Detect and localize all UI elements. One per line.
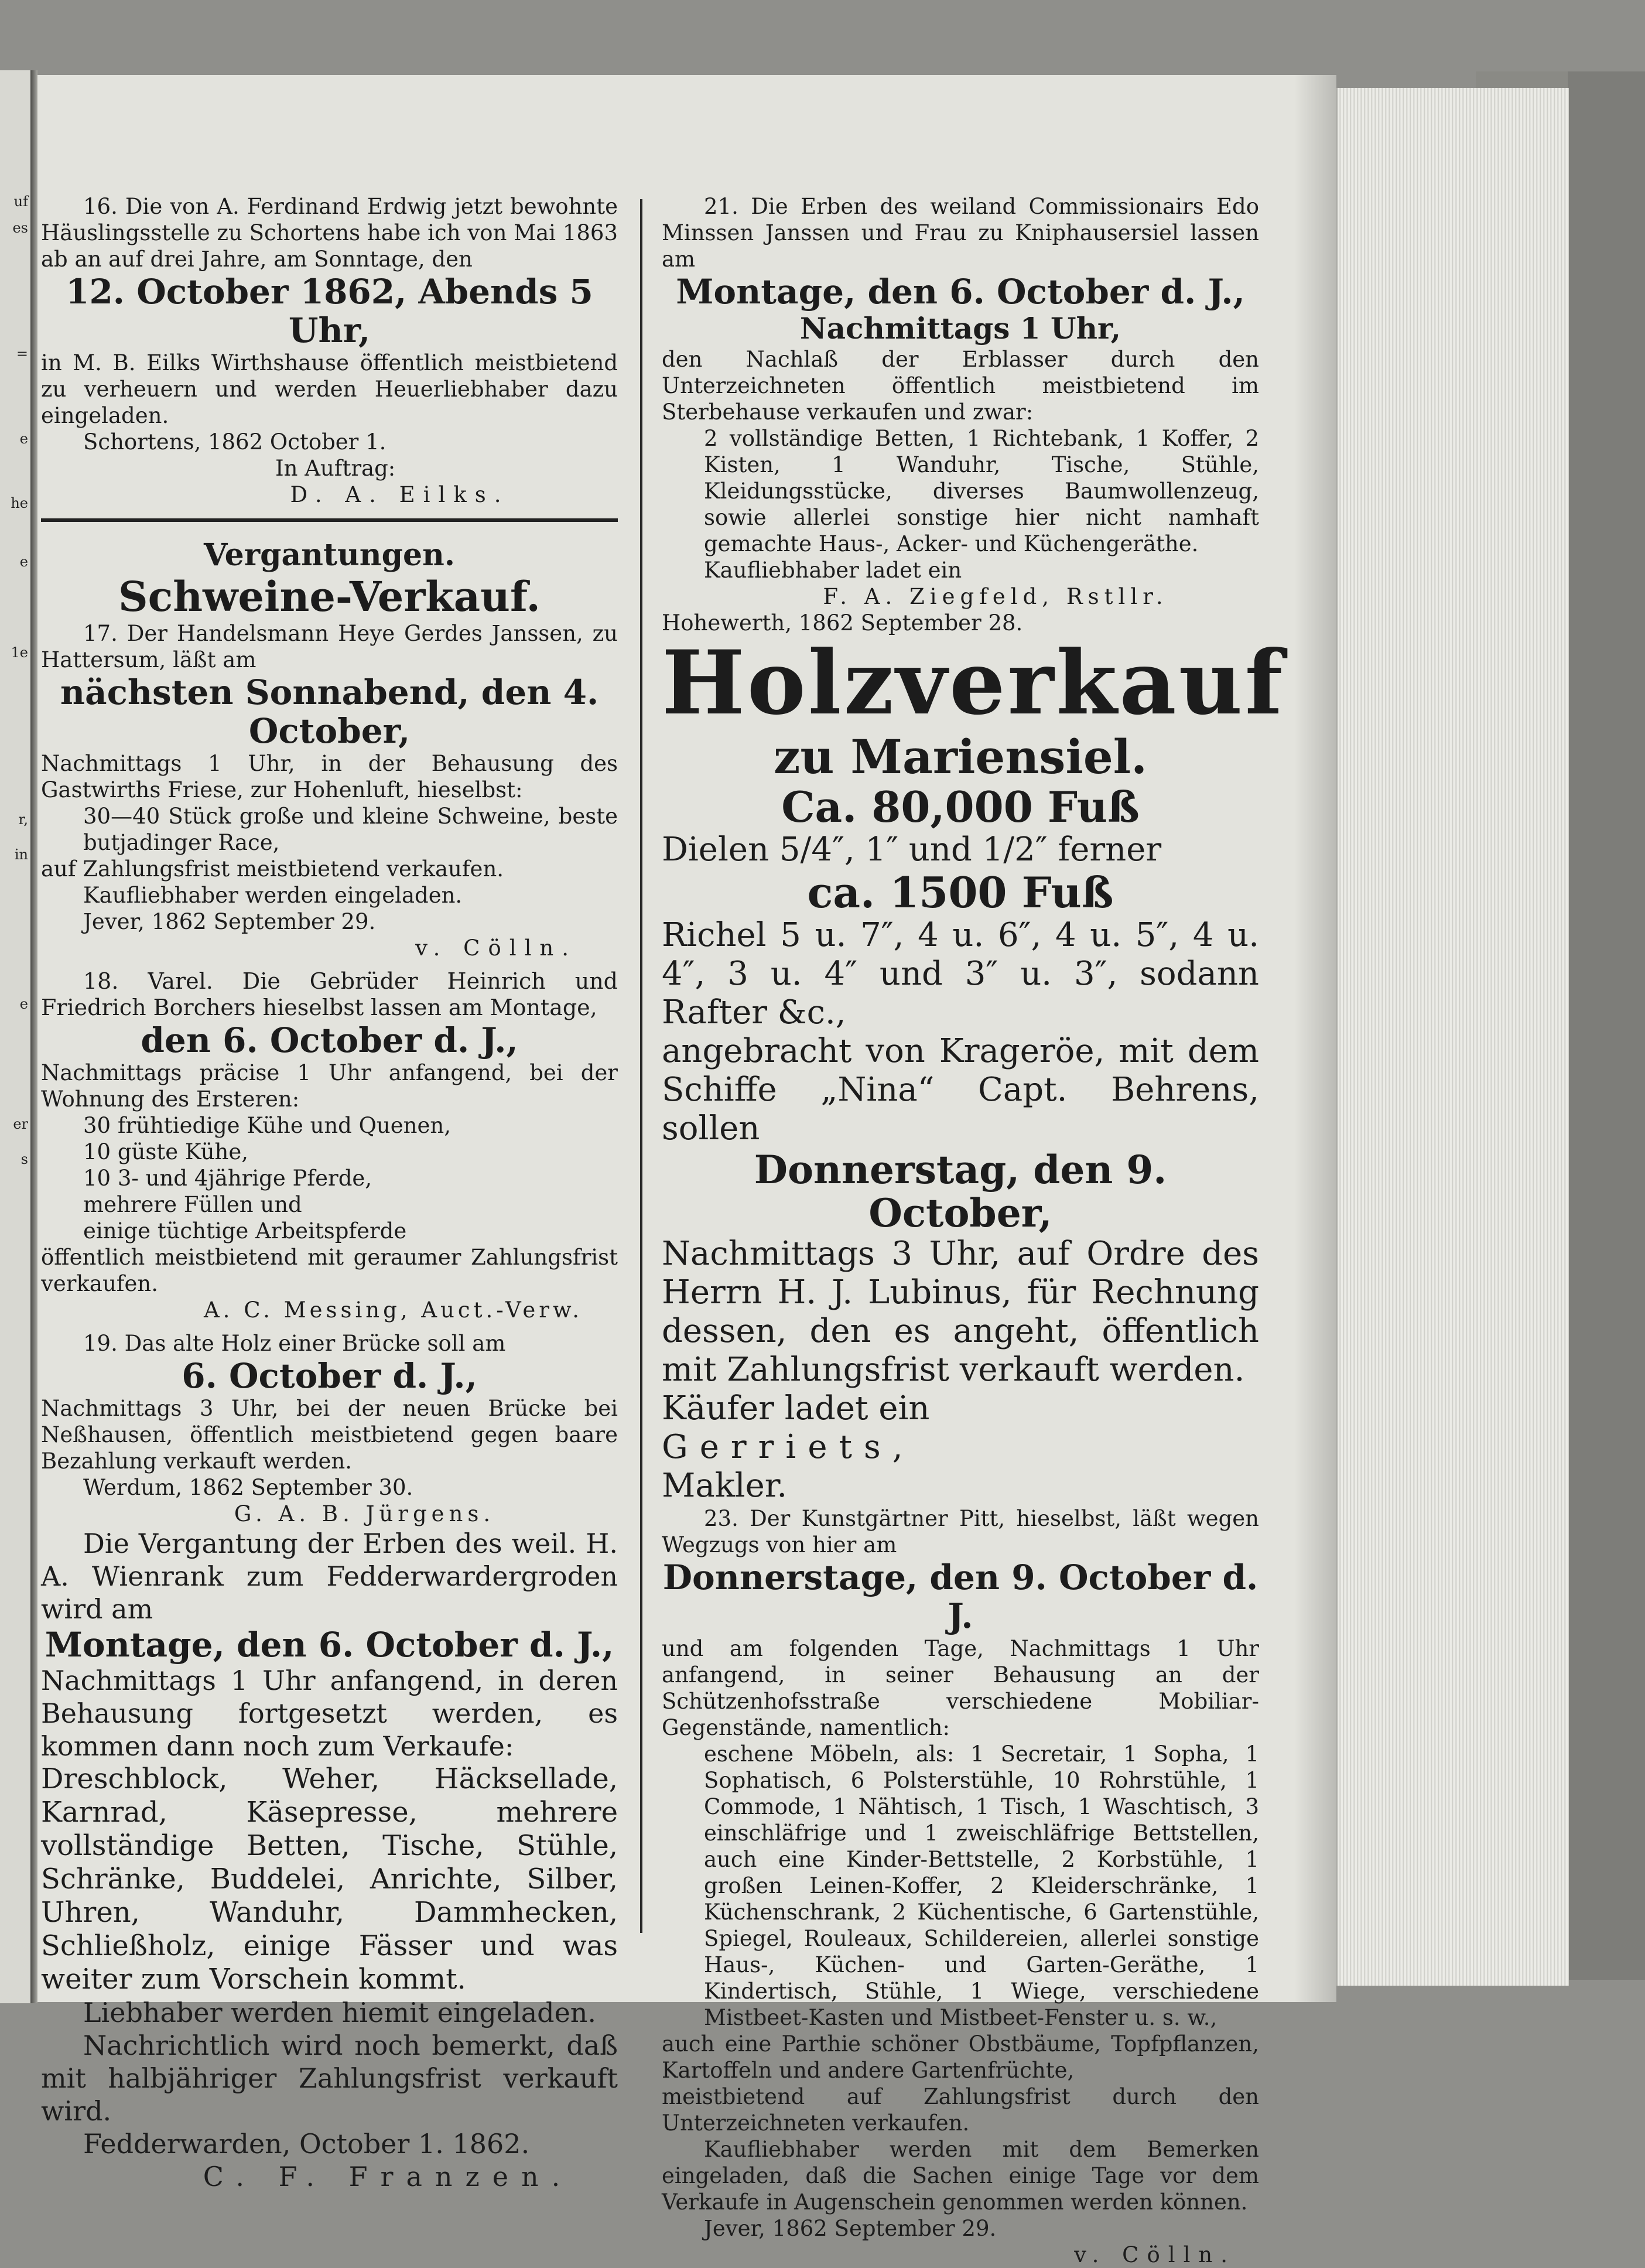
ad-23-place: Jever, 1862 September 29.: [704, 2216, 997, 2241]
section-title: Vergantungen.: [204, 537, 455, 573]
edge-text: uf: [13, 193, 28, 210]
section-rule: [41, 518, 618, 522]
ad-16: [41, 193, 618, 508]
ad-21-items: 2 vollständige Betten, 1 Richtebank, 1 Koffer, 2 Kisten, 1 Wanduhr, Tische, Stühle, Kleidungsstücke, diverses Baumwollenzeug, sowie allerlei sonstige hier nicht namhaft gemachte Haus-, Acker- und Küchengeräthe.: [704, 426, 1259, 556]
ad-20-place: Fedderwarden, October 1. 1862.: [83, 2128, 530, 2160]
ad-18-text-3: öffentlich meistbietend mit geraumer Zahlungsfrist verkaufen.: [41, 1245, 618, 1296]
left-page-edge: [0, 70, 32, 2003]
ad-21-text: 21. Die Erben des weiland Commissionairs Edo Minssen Janssen und Frau zu Kniphausersiel lassen am: [662, 194, 1259, 272]
holzverkauf-date: Donnerstag, den 9. October,: [754, 1147, 1167, 1236]
ad-17-text-3: auf Zahlungsfrist meistbietend verkaufen.: [41, 856, 504, 882]
edge-text: e: [19, 554, 28, 570]
ad-20: [41, 1527, 618, 2193]
ad-21-signer: F. A. Ziegfeld, Rstllr.: [823, 584, 1168, 609]
holzverkauf-quantity-2: ca. 1500 Fuß: [807, 867, 1114, 917]
ad-18-signer: A. C. Messing, Auct.-Verw.: [203, 1297, 583, 1323]
book-gutter: [30, 70, 37, 2003]
ad-19-text-2: Nachmittags 3 Uhr, bei der neuen Brücke bei Neßhausen, öffentlich meistbietend gegen baare Bezahlung verkauft werden.: [41, 1396, 618, 1474]
ad-18: [41, 968, 618, 1323]
holzverkauf-line: Dielen 5/4″, 1″ und 1/2″ ferner: [662, 831, 1162, 869]
ad-20-signer: C. F. Franzen.: [203, 2161, 573, 2192]
ad-20-invite: Liebhaber werden hiemit eingeladen.: [83, 1997, 597, 2028]
edge-text: r,: [18, 811, 28, 828]
ad-20-date: Montage, den 6. October d. J.,: [45, 1625, 614, 1665]
ad-20-text-2: Nachmittags 1 Uhr anfangend, in deren Behausung fortgesetzt werden, es kommen dann noch zum Verkaufe:: [41, 1665, 618, 1762]
right-column: [662, 193, 1285, 2268]
edge-text: e: [19, 996, 28, 1012]
holzverkauf-title: Holzverkauf: [662, 631, 1285, 735]
edge-text: in: [14, 846, 28, 863]
page-shadow: [1294, 75, 1336, 2002]
ad-23-text: 23. Der Kunstgärtner Pitt, hieselbst, läßt wegen Wegzugs von hier am: [662, 1506, 1259, 1557]
ad-18-item: 10 güste Kühe,: [83, 1139, 249, 1164]
page-stack: [1336, 88, 1569, 1986]
ad-19-signer: G. A. B. Jürgens.: [234, 1501, 495, 1526]
ad-23: [662, 1505, 1259, 2268]
holzverkauf-invite: Käufer ladet ein: [662, 1389, 930, 1427]
ad-21-date: Montage, den 6. October d. J.,: [676, 272, 1245, 312]
schweine-title: Schweine-Verkauf.: [118, 572, 541, 621]
ad-16-date: 12. October 1862, Abends 5 Uhr,: [66, 272, 593, 350]
ad-17-date: nächsten Sonnabend, den 4. October,: [60, 672, 599, 751]
ad-20-items: Dreschblock, Weher, Häcksellade, Karnrad, Käsepresse, mehrere vollständige Betten, Tische, Stühle, Schränke, Buddelei, Anrichte, Silber, Uhren, Wanduhr, Dammhecken, Schließholz, einige Fässer und was weiter zum Vorschein kommt.: [41, 1763, 618, 1996]
column-rule: [640, 199, 642, 1933]
book-cover: [1568, 71, 1645, 1980]
holzverkauf-body-3: Nachmittags 3 Uhr, auf Ordre des Herrn H. J. Lubinus, für Rechnung dessen, den es angeht, öffentlich mit Zahlungsfrist verkauft werden.: [662, 1235, 1259, 1389]
edge-text: s: [20, 1151, 28, 1167]
ad-16-text-2: in M. B. Eilks Wirthshause öffentlich meistbietend zu verheuern und werden Heuerliebhaber dazu eingeladen.: [41, 350, 618, 428]
holzverkauf-quantity-1: Ca. 80,000 Fuß: [781, 782, 1140, 832]
ad-21-text-2: den Nachlaß der Erblasser durch den Unterzeichneten öffentlich meistbietend im Sterbehause verkaufen und zwar:: [662, 347, 1259, 425]
ad-17-text: 17. Der Handelsmann Heye Gerdes Janssen, zu Hattersum, läßt am: [41, 621, 618, 672]
ad-20-note: Nachrichtlich wird noch bemerkt, daß mit halbjähriger Zahlungsfrist verkauft wird.: [41, 2030, 618, 2127]
ad-17-invite: Kaufliebhaber werden eingeladen.: [83, 883, 463, 908]
ad-17-text-2: Nachmittags 1 Uhr, in der Behausung des Gastwirths Friese, zur Hohenluft, hieselbst:: [41, 751, 618, 802]
ad-23-items: eschene Möbeln, als: 1 Secretair, 1 Sopha, 1 Sophatisch, 6 Polsterstühle, 10 Rohrstühle, 1 Commode, 1 Nähtisch, 1 Tisch, 1 Waschtisch, 3 einschläfrige und 1 zweischläfrige Bettstellen, auch eine Kinder-Bettstelle, 2 Korbstühle, 1 großen Leinen-Koffer, 2 Kleiderschränke, 1 Küchenschrank, 2 Küchentische, 6 Gartenstühle, Spiegel, Rouleaux, Schildereien, allerlei sonstige Haus-, Küchen- und Garten-Geräthe, 1 Kindertisch, Stühle, 1 Wiege, verschiedene Mistbeet-Kasten und Mistbeet-Fenster u. s. w.,: [704, 1741, 1259, 2030]
ad-20-text: Die Vergantung der Erben des weil. H. A. Wienrank zum Fedderwardergroden wird am: [41, 1528, 618, 1625]
ad-19-text: 19. Das alte Holz einer Brücke soll am: [83, 1331, 506, 1356]
ad-19-place: Werdum, 1862 September 30.: [83, 1475, 413, 1500]
ad-16-place: Schortens, 1862 October 1.: [83, 429, 387, 455]
edge-text: e: [19, 431, 28, 447]
ad-18-item: mehrere Füllen und: [83, 1192, 302, 1217]
ad-21: [662, 193, 1259, 636]
edge-text: er: [13, 1116, 28, 1132]
ad-22: [662, 631, 1285, 1505]
ad-23-text-4: meistbietend auf Zahlungsfrist durch den Unterzeichneten verkaufen.: [662, 2084, 1259, 2136]
edge-text: es: [12, 220, 28, 236]
ad-23-signer: v. Cölln.: [1074, 2242, 1236, 2267]
ad-18-item: 10 3- und 4jährige Pferde,: [83, 1166, 372, 1191]
ad-23-date: Donnerstage, den 9. October d. J.: [662, 1557, 1258, 1636]
ad-16-text: 16. Die von A. Ferdinand Erdwig jetzt bewohnte Häuslingsstelle zu Schortens habe ich von Mai 1863 ab an auf drei Jahre, am Sonntage, den: [41, 194, 618, 272]
ad-23-text-2: und am folgenden Tage, Nachmittags 1 Uhr anfangend, in seiner Behausung an der Schützenhofsstraße verschiedene Mobiliar-Gegenstände, namentlich:: [662, 1636, 1259, 1740]
holzverkauf-role: Makler.: [662, 1467, 788, 1505]
edge-text: =: [16, 346, 28, 362]
ad-18-date: den 6. October d. J.,: [141, 1020, 518, 1060]
edge-text: 1e: [11, 644, 28, 661]
holzverkauf-signer: Gerriets,: [662, 1428, 915, 1466]
ad-17-place: Jever, 1862 September 29.: [83, 909, 376, 934]
ad-18-text-2: Nachmittags präcise 1 Uhr anfangend, bei der Wohnung des Ersteren:: [41, 1060, 618, 1112]
ad-21-place: Hohewerth, 1862 September 28.: [662, 610, 1023, 636]
ad-21-time: Nachmittags 1 Uhr,: [799, 311, 1121, 346]
ad-18-text: 18. Varel. Die Gebrüder Heinrich und Friedrich Borchers hieselbst lassen am Montage,: [41, 968, 618, 1020]
ad-18-item: 30 frühtiedige Kühe und Quenen,: [83, 1113, 451, 1138]
left-column: [41, 193, 618, 2193]
ad-19-date: 6. October d. J.,: [182, 1356, 477, 1396]
ad-17-signer: v. Cölln.: [415, 935, 577, 961]
ad-18-item: einige tüchtige Arbeitspferde: [83, 1218, 407, 1244]
holzverkauf-subtitle: zu Mariensiel.: [773, 729, 1147, 784]
holzverkauf-body: Richel 5 u. 7″, 4 u. 6″, 4 u. 5″, 4 u. 4″, 3 u. 4″ und 3″ u. 3″, sodann Rafter &c.,: [662, 916, 1259, 1031]
ad-16-signer: D. A. Eilks.: [290, 482, 509, 507]
ad-19: [41, 1330, 618, 1527]
edge-text: he: [11, 495, 28, 511]
ad-16-auftrag: In Auftrag:: [275, 456, 396, 481]
ad-17-item: 30—40 Stück große und kleine Schweine, beste butjadinger Race,: [83, 804, 618, 855]
ad-21-invite: Kaufliebhaber ladet ein: [704, 558, 962, 583]
ad-23-text-3: auch eine Parthie schöner Obstbäume, Topfpflanzen, Kartoffeln und andere Gartenfrüchte,: [662, 2031, 1259, 2083]
holzverkauf-body-2: angebracht von Krageröe, mit dem Schiffe „Nina“ Capt. Behrens, sollen: [662, 1032, 1259, 1147]
ad-17: [41, 620, 618, 961]
ad-23-invite: Kaufliebhaber werden mit dem Bemerken eingeladen, daß die Sachen einige Tage vor dem Verkaufe in Augenschein genommen werden können.: [662, 2137, 1259, 2215]
